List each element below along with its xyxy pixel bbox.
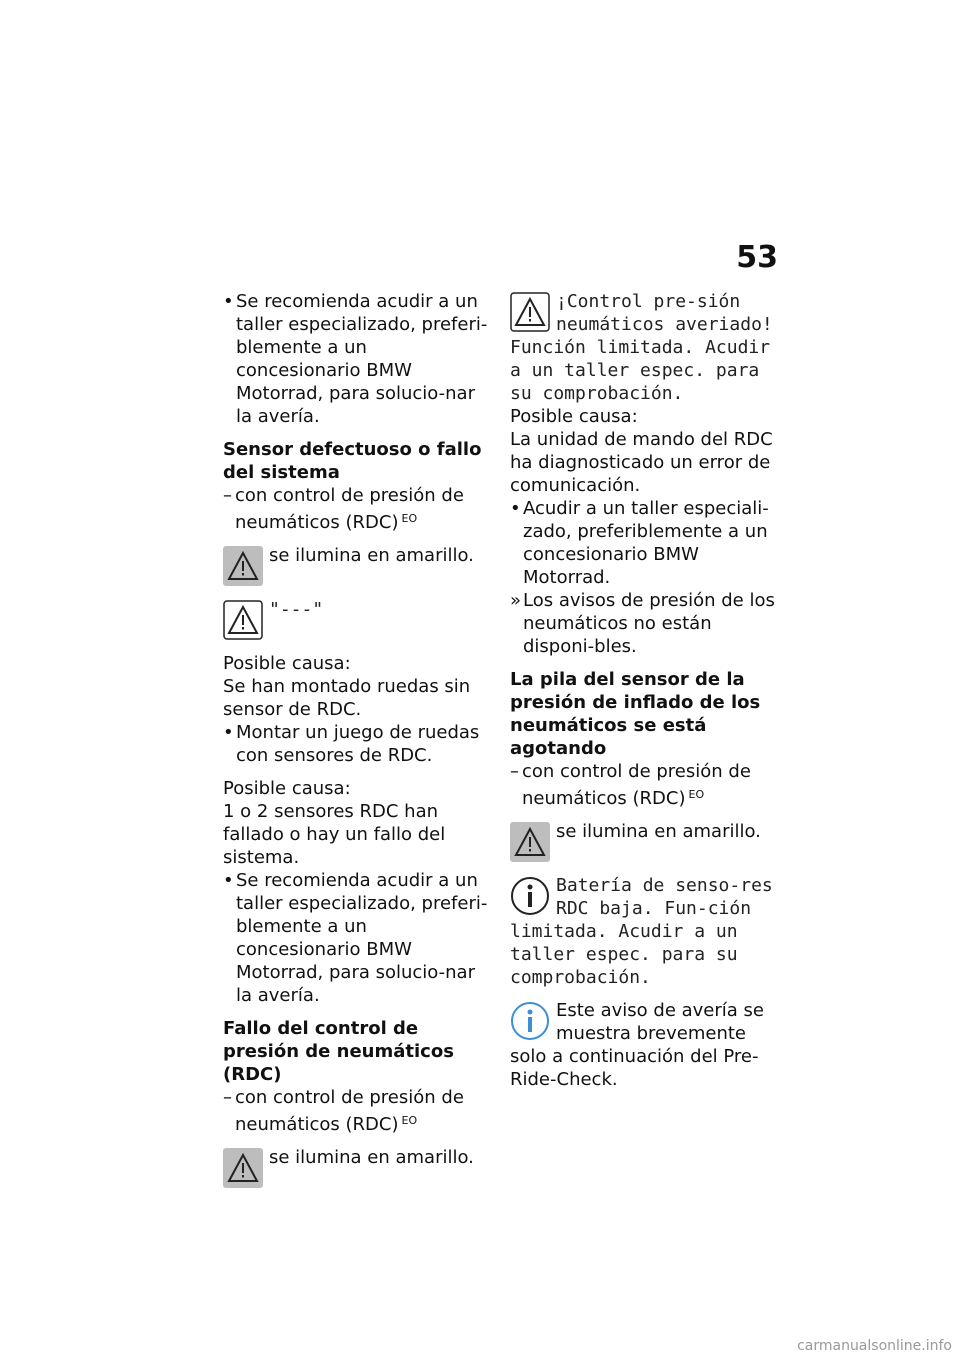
left-bullet-3: • Se recomienda acudir a un taller especializado, preferi-blemente a un concesionario BMW Motorrad, para solucio-nar la avería. <box>223 869 493 1007</box>
warning-triangle-filled-icon <box>223 546 263 586</box>
warning-triangle-outline-icon <box>223 600 263 640</box>
info-note <box>510 999 785 1091</box>
right-column <box>510 290 785 1091</box>
info-note-icon <box>510 1001 550 1041</box>
right-cause: La unidad de mando del RDC ha diagnosticado un error de comunicación. <box>510 429 773 496</box>
info-icon <box>510 876 550 916</box>
cause-1: Se han montado ruedas sin sensor de RDC. <box>223 676 471 720</box>
heading-fallo-control: Fallo del control de presión de neumáticos (RDC) <box>223 1018 454 1085</box>
warning-row-3 <box>223 1146 493 1190</box>
warning-row-2 <box>223 598 493 642</box>
warning-triangle-filled-icon <box>510 822 550 862</box>
left-condition-1: – con control de presión de neumáticos (RDC) $^{EO}$ <box>223 484 493 534</box>
heading-sensor-defectuoso: Sensor defectuoso o fallo del sistema <box>223 439 482 483</box>
warning-text-2: se ilumina en amarillo. <box>269 1147 474 1168</box>
left-bullet-2: • Montar un juego de ruedas con sensores de RDC. <box>223 721 493 767</box>
right-result-1: » Los avisos de presión de los neumáticos no están disponi-bles. <box>510 589 785 658</box>
left-bullet-1: • Se recomienda acudir a un taller especializado, preferi-blemente a un concesionario BMW Motorrad, para solucio-nar la avería. <box>223 290 493 428</box>
page-number: 53 <box>736 240 778 275</box>
display-message-2 <box>510 874 785 989</box>
heading-pila-sensor: La pila del sensor de la presión de inflado de los neumáticos se está agotando <box>510 669 761 759</box>
cause-label-1: Posible causa: <box>223 653 351 674</box>
display-message-text-1: ¡Control pre-sión neumáticos averiado! Función limitada. Acudir a un taller espec. para su comprobación. <box>510 291 773 404</box>
cause-label-2: Posible causa: <box>223 778 351 799</box>
warning-triangle-outline-icon <box>510 292 550 332</box>
display-message-1 <box>510 290 785 405</box>
cause-2: 1 o 2 sensores RDC han fallado o hay un fallo del sistema. <box>223 801 446 868</box>
warning-text-1: se ilumina en amarillo. <box>269 545 474 566</box>
display-message-text-2: Batería de senso-res RDC baja. Fun-ción limitada. Acudir a un taller espec. para su comprobación. <box>510 875 773 988</box>
warning-row-4 <box>510 820 785 864</box>
warning-text-3: se ilumina en amarillo. <box>556 821 761 842</box>
warning-triangle-filled-icon <box>223 1148 263 1188</box>
left-condition-2: – con control de presión de neumáticos (RDC) $^{EO}$ <box>223 1086 493 1136</box>
right-bullet-1: • Acudir a un taller especiali-zado, preferiblemente a un concesionario BMW Motorrad. <box>510 497 785 589</box>
right-cause-label: Posible causa: <box>510 406 638 427</box>
right-condition-1: – con control de presión de neumáticos (RDC) $^{EO}$ <box>510 760 785 810</box>
footer-watermark: carmanualsonline.info <box>797 1338 952 1354</box>
display-message-dashes: "---" <box>269 599 324 620</box>
warning-row-1 <box>223 544 493 588</box>
left-column <box>223 290 493 1190</box>
info-note-text: Este aviso de avería se muestra brevemente solo a continuación del Pre-Ride-Check. <box>510 1000 764 1090</box>
